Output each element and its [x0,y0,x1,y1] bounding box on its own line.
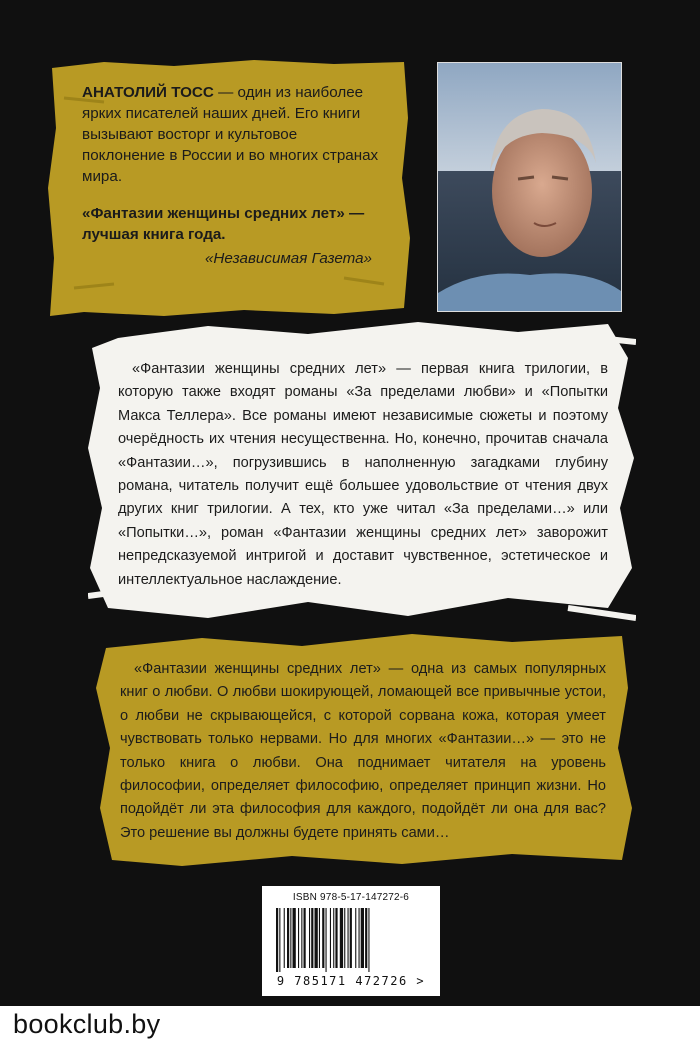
barcode-bar [359,908,360,968]
barcode-digits: 9 785171 472726 > [276,974,426,988]
barcode-bar [319,908,320,968]
barcode-bar [348,908,349,968]
barcode-bar [361,908,364,968]
barcode-bar [368,908,369,972]
barcode-bar [276,908,278,972]
barcode-bar [340,908,343,968]
barcode-bar [344,908,345,968]
author-bio-text: — один из наиболее ярких писателей наших дней. Его книги вызывают восторг и культовое поклонение в России и во многих странах мира. [82,84,379,185]
description-paragraph-1: «Фантазии женщины средних лет» — первая книга трилогии, в которую также входят романы «За пределами любви» и «Попытки Макса Теллера». Все романы имеют независимые сюжеты и поэтому очерёдность их чтения несущественна. Но, конечно, прочитав сначала «Фантазии…», погрузившись в наполненную загадками глубину романа, читатель получит ещё большее удовольствие от чтения двух других книг трилогии. А тех, кто уже читал «За пределами…» или «Попытки…», роман «Фантазии женщины средних лет» заворожит непредсказуемой интригой и доставит чувственное, эстетическое и интеллектуальное наслаждение. [118,361,608,588]
author-text [82,82,380,269]
barcode-bar [315,908,318,968]
isbn-barcode [262,886,440,996]
barcode-bar [322,908,324,968]
footer-bar [0,1006,700,1051]
isbn-label: ISBN 978-5-17-147272-6 [292,892,410,903]
barcode-bar [365,908,367,968]
description-paragraph-2: «Фантазии женщины средних лет» — одна из самых популярных книг о любви. О любви шокирующей, ломающей все привычные устои, о любви не скрывающейся, с которой сорвана кожа, которая умеет чувствовать только нервами. Но для многих «Фантазии…» — это не только книга о любви. Она поднимает читателя на уровень философии, определяет философию, определяет принцип жизни. Но подойдёт ли эта философия для каждого, подойдёт ли она для вас? Это решение вы должны будете принять сами… [120,661,606,841]
barcode-bar [293,908,296,968]
barcode-bars [276,908,426,972]
site-watermark[interactable]: bookclub.by [13,1009,161,1039]
barcode-bar [335,908,337,968]
press-quote: «Фантазии женщины средних лет» — лучшая книга года. [82,205,365,243]
author-bio [82,82,380,187]
barcode-bar [301,908,302,968]
barcode-bar [284,908,285,968]
quote-source: «Независимая Газета» [204,250,372,267]
barcode-bar [279,908,280,972]
barcode-bar [290,908,291,968]
barcode-bar [333,908,334,968]
barcode-bar [304,908,306,968]
barcode-bar [311,908,313,968]
barcode-bar [287,908,289,968]
barcode-bar [326,908,327,972]
barcode-bar [309,908,310,968]
barcode-bar [350,908,352,968]
author-name: АНАТОЛИЙ ТОСС [82,84,214,101]
barcode-bar [355,908,356,968]
barcode-bar [298,908,299,968]
author-photo [437,62,622,312]
barcode-bar [330,908,331,968]
